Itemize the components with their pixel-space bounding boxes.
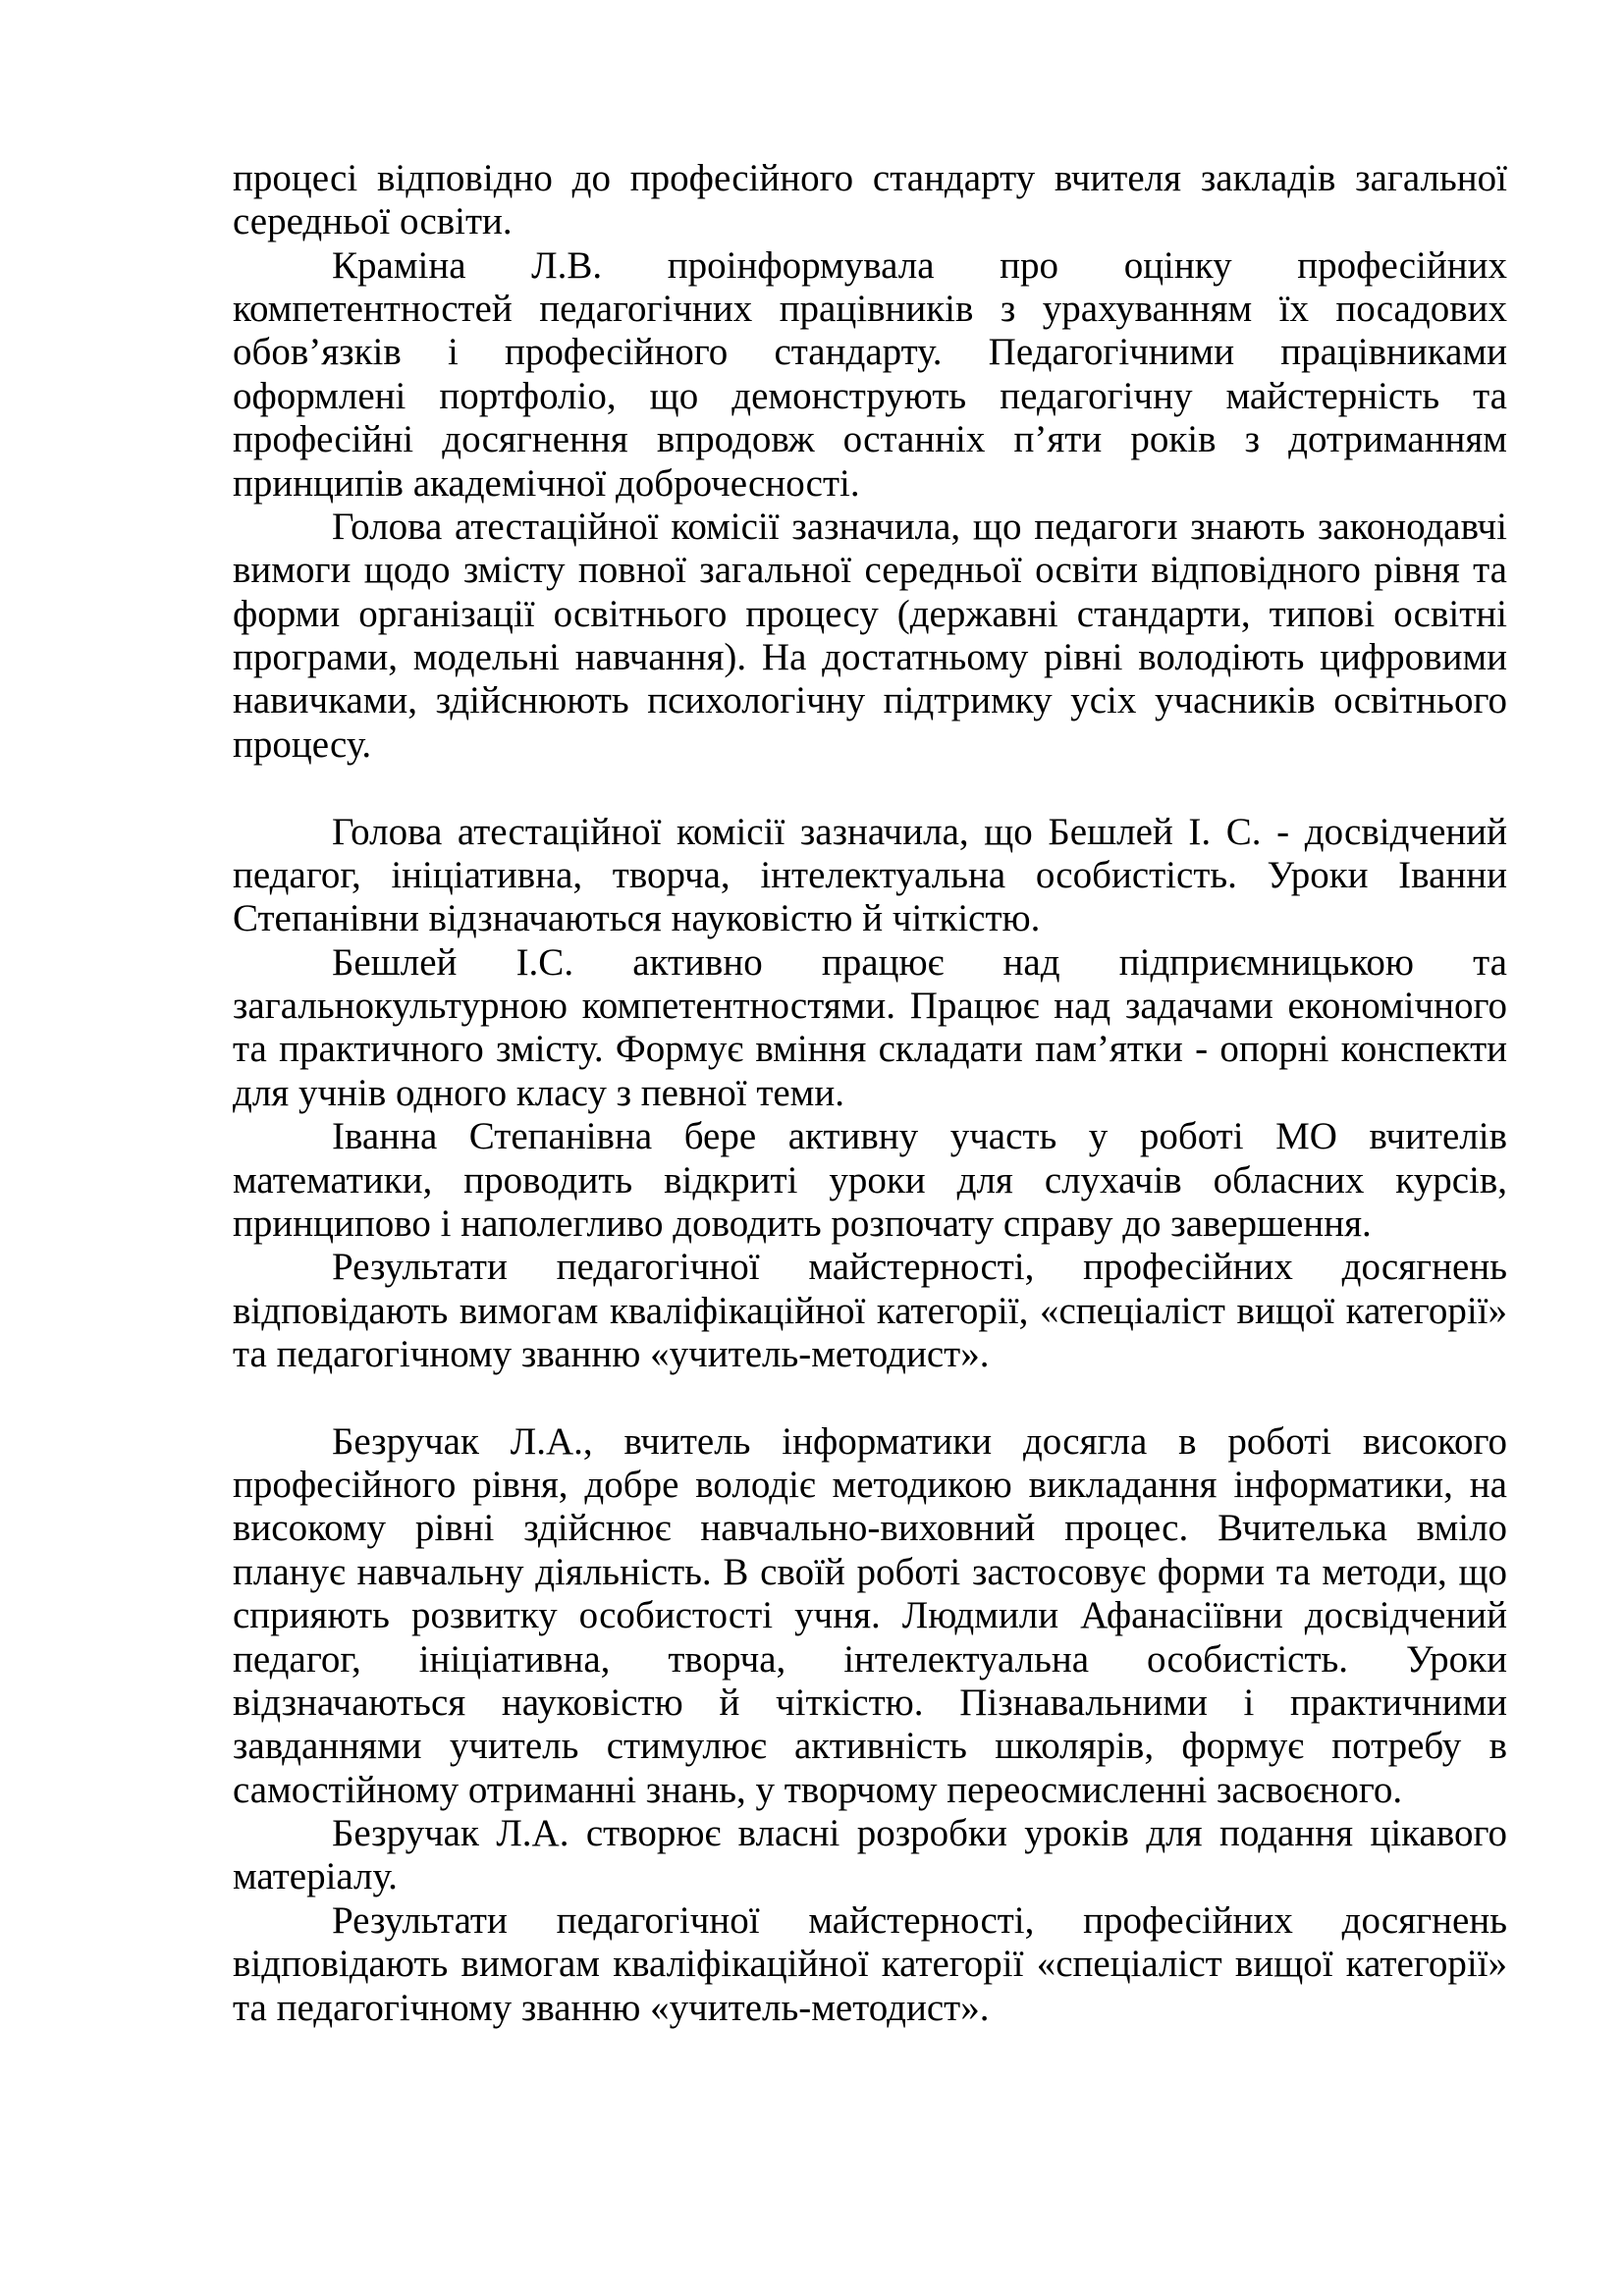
text-line: Результати педагогічної майстерності, професійних досягнень <box>332 1898 1507 1942</box>
text-line: програми, модельні навчання). На достатньому рівні володіють цифровими <box>233 636 1507 679</box>
text-line: форми організації освітнього процесу (державні стандарти, типові освітні <box>233 592 1507 635</box>
text-line: процесу. <box>233 722 372 766</box>
text-line: Результати педагогічної майстерності, професійних досягнень <box>332 1246 1507 1289</box>
text-line: Іванна Степанівна бере активну участь у роботі МО вчителів <box>332 1115 1507 1158</box>
text-line: планує навчальну діяльність. В своїй роботі застосовує форми та методи, що <box>233 1550 1507 1593</box>
text-line: навичками, здійснюють психологічну підтримку усіх учасників освітнього <box>233 679 1507 722</box>
text-line: математики, проводить відкриті уроки для слухачів обласних курсів, <box>233 1158 1507 1201</box>
text-line: педагог, ініціативна, творча, інтелектуальна особистість. Уроки <box>233 1637 1507 1681</box>
text-line: оформлені портфоліо, що демонструють педагогічну майстерність та <box>233 374 1507 417</box>
text-line: професійного рівня, добре володіє методикою викладання інформатики, на <box>233 1464 1507 1507</box>
text-line: обов’язків і професійного стандарту. Педагогічними працівниками <box>233 331 1507 374</box>
text-line: та педагогічному званню «учитель-методист». <box>233 1986 990 2029</box>
text-line: та практичного змісту. Формує вміння складати пам’ятки - опорні конспекти <box>233 1028 1507 1071</box>
text-line: Безручак Л.А., вчитель інформатики досягла в роботі високого <box>332 1419 1507 1463</box>
text-line: самостійному отриманні знань, у творчому переосмисленні засвоєного. <box>233 1768 1403 1811</box>
text-line: для учнів одного класу з певної теми. <box>233 1071 844 1114</box>
text-line: та педагогічному званню «учитель-методист». <box>233 1332 990 1375</box>
text-line: сприяють розвитку особистості учня. Людмили Афанасіївни досвідчений <box>233 1594 1507 1637</box>
text-line: відповідають вимогам кваліфікаційної категорії, «спеціаліст вищої категорії» <box>233 1289 1507 1332</box>
text-line: середньої освіти. <box>233 200 513 243</box>
text-line: матеріалу. <box>233 1855 398 1898</box>
text-line: принципів академічної доброчесності. <box>233 461 860 505</box>
text-line: високому рівні здійснює навчально-виховний процес. Вчителька вміло <box>233 1507 1507 1550</box>
text-line: Бешлей І.С. активно працює над підприємницькою та <box>332 940 1507 984</box>
text-line: компетентностей педагогічних працівників з урахуванням їх посадових <box>233 288 1507 331</box>
text-line: Краміна Л.В. проінформувала про оцінку професійних <box>332 243 1507 287</box>
text-line: вимоги щодо змісту повної загальної середньої освіти відповідного рівня та <box>233 549 1507 592</box>
text-line: Голова атестаційної комісії зазначила, що педагоги знають законодавчі <box>332 505 1507 548</box>
text-line: Безручак Л.А. створює власні розробки уроків для подання цікавого <box>332 1812 1507 1855</box>
text-line: принципово і наполегливо доводить розпочату справу до завершення. <box>233 1201 1372 1245</box>
text-line: загальнокультурною компетентностями. Працює над задачами економічного <box>233 985 1507 1028</box>
text-line: процесі відповідно до професійного стандарту вчителя закладів загальної <box>233 157 1507 199</box>
text-line: завданнями учитель стимулює активність школярів, формує потребу в <box>233 1725 1507 1768</box>
text-line: професійні досягнення впродовж останніх п’яти років з дотриманням <box>233 418 1507 461</box>
text-line: Голова атестаційної комісії зазначила, що Бешлей І. С. - досвідчений <box>332 810 1507 853</box>
text-line: відповідають вимогам кваліфікаційної категорії «спеціаліст вищої категорії» <box>233 1943 1507 1986</box>
text-line: відзначаються науковістю й чіткістю. Пізнавальними і практичними <box>233 1681 1507 1724</box>
text-line: педагог, ініціативна, творча, інтелектуальна особистість. Уроки Іванни <box>233 853 1507 896</box>
text-line: Степанівни відзначаються науковістю й чіткістю. <box>233 897 1041 940</box>
